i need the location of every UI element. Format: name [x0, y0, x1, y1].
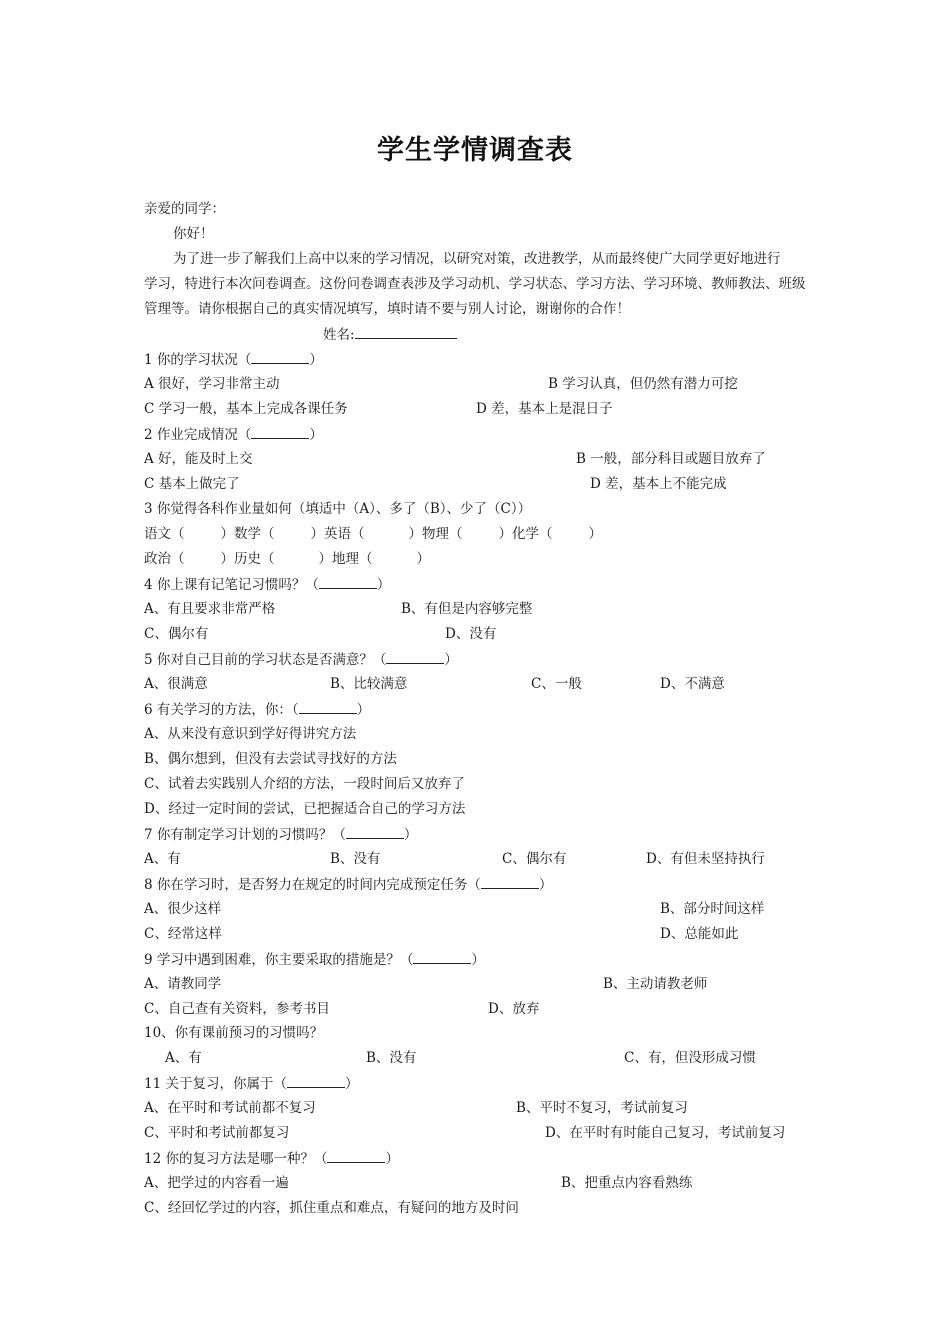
answer-blank-4[interactable]: [319, 574, 377, 589]
question-7: [144, 824, 417, 845]
question-4-text: 4 你上课有记笔记习惯吗？（: [144, 577, 319, 593]
q6-option-a: A、从来没有意识到学好得讲究方法: [144, 726, 357, 742]
q12-option-a: A、把学过的内容看一遍: [144, 1175, 289, 1191]
q6-option-d: D、经过一定时间的尝试，已把握适合自己的学习方法: [144, 801, 466, 817]
q8-option-d: D、总能如此: [660, 926, 739, 942]
q2-option-b: B 一般，部分科目或题目放弃了: [576, 451, 766, 467]
question-11: [144, 1073, 358, 1094]
question-1: [144, 349, 323, 370]
q9-option-d: D、放弃: [488, 1001, 540, 1017]
q11-option-b: B、平时不复习，考试前复习: [516, 1100, 688, 1116]
question-7-close: ）: [403, 827, 418, 843]
q4-option-a: A、有且要求非常严格: [144, 601, 276, 617]
q3-subject-politics: 政治（: [144, 551, 185, 567]
q4-option-d: D、没有: [445, 626, 497, 642]
question-8: [144, 874, 552, 895]
q5-option-a: A、很满意: [144, 676, 208, 692]
name-field: [323, 324, 457, 345]
q10-option-b: B、没有: [366, 1050, 417, 1066]
intro-line-1: 为了进一步了解我们上高中以来的学习情况，以研究对策，改进教学，从而最终使广大同学更好地进行: [173, 251, 781, 267]
q4-option-b: B、有但是内容够完整: [401, 601, 533, 617]
q3-subject-physics: ）物理（: [408, 526, 463, 542]
question-4-close: ）: [376, 577, 391, 593]
q3-subject-history: ）历史（: [220, 551, 275, 567]
question-12: [144, 1148, 399, 1169]
q5-option-d: D、不满意: [660, 676, 725, 692]
q3-row1-end: ）: [588, 526, 602, 542]
q11-option-c: C、平时和考试前都复习: [144, 1125, 290, 1141]
q7-option-a: A、有: [144, 851, 181, 867]
page-title: 学生学情调查表: [377, 135, 573, 166]
q7-option-b: B、没有: [330, 851, 381, 867]
q6-option-c: C、试着去实践别人介绍的方法，一段时间后又放弃了: [144, 776, 465, 792]
answer-blank-11[interactable]: [287, 1073, 345, 1088]
answer-blank-9[interactable]: [413, 949, 471, 964]
q1-option-c: C 学习一般，基本上完成各课任务: [144, 401, 348, 417]
q7-option-c: C、偶尔有: [502, 851, 567, 867]
question-5: [144, 649, 458, 670]
q3-subject-geography: ）地理（: [318, 551, 373, 567]
answer-blank-5[interactable]: [386, 649, 444, 664]
q2-option-d: D 差，基本上不能完成: [590, 476, 727, 492]
q8-option-c: C、经常这样: [144, 926, 222, 942]
question-5-close: ）: [444, 652, 458, 668]
question-9-text: 9 学习中遇到困难，你主要采取的措施是？（: [144, 952, 414, 968]
question-11-text: 11 关于复习，你属于（: [144, 1076, 287, 1092]
answer-blank-7[interactable]: [346, 824, 404, 839]
intro-line-2: 学习，特进行本次问卷调查。这份问卷调查表涉及学习动机、学习状态、学习方法、学习环境、教师教法、班级: [144, 276, 806, 292]
question-6-close: ）: [356, 702, 371, 718]
q1-option-d: D 差，基本上是混日子: [476, 401, 613, 417]
q2-option-c: C 基本上做完了: [144, 476, 240, 492]
q8-option-a: A、很少这样: [144, 901, 222, 917]
q6-option-b: B、偶尔想到，但没有去尝试寻找好的方法: [144, 751, 397, 767]
q3-subject-chemistry: ）化学（: [498, 526, 553, 542]
q11-option-a: A、在平时和考试前都不复习: [144, 1100, 316, 1116]
question-6: [144, 699, 370, 720]
q3-subject-math: ）数学（: [220, 526, 275, 542]
q4-option-c: C、偶尔有: [144, 626, 209, 642]
greeting: 亲爱的同学：: [144, 201, 225, 217]
question-4: [144, 574, 390, 595]
name-blank[interactable]: [355, 324, 457, 339]
intro-line-3: 管理等。请你根据自己的真实情况填写，填时请不要与别人讨论，谢谢你的合作！: [144, 301, 630, 317]
question-5-text: 5 你对自己目前的学习状态是否满意？（: [144, 652, 387, 668]
q9-option-b: B、主动请教老师: [603, 976, 708, 992]
question-8-text: 8 你在学习时，是否努力在规定的时间内完成预定任务（: [144, 877, 481, 893]
question-2-text: 2 作业完成情况（: [144, 427, 252, 443]
question-11-close: ）: [344, 1076, 359, 1092]
q1-option-b: B 学习认真，但仍然有潜力可挖: [548, 376, 738, 392]
q7-option-d: D、有但未坚持执行: [646, 851, 765, 867]
hello: 你好！: [173, 226, 214, 242]
name-label: 姓名:: [323, 327, 355, 343]
q10-option-a: A、有: [165, 1050, 202, 1066]
q2-option-a: A 好，能及时上交: [144, 451, 253, 467]
question-9: [144, 949, 485, 970]
q12-option-b: B、把重点内容看熟练: [561, 1175, 693, 1191]
q1-option-a: A 很好，学习非常主动: [144, 376, 280, 392]
answer-blank-6[interactable]: [299, 699, 357, 714]
q12-option-c: C、经回忆学过的内容，抓住重点和难点，有疑问的地方及时问: [144, 1200, 519, 1216]
question-2-close: ）: [309, 427, 323, 443]
q3-row2-end: ）: [416, 551, 430, 567]
answer-blank-2[interactable]: [251, 424, 309, 439]
q9-option-a: A、请教同学: [144, 976, 222, 992]
q8-option-b: B、部分时间这样: [660, 901, 765, 917]
q10-option-c: C、有，但没形成习惯: [624, 1050, 756, 1066]
question-6-text: 6 有关学习的方法，你：（: [144, 702, 299, 718]
question-12-text: 12 你的复习方法是哪一种？（: [144, 1151, 328, 1167]
question-7-text: 7 你有制定学习计划的习惯吗？（: [144, 827, 346, 843]
q3-subject-row-2: [144, 549, 430, 569]
question-10: 10、你有课前预习的习惯吗？: [144, 1025, 324, 1041]
answer-blank-1[interactable]: [251, 349, 309, 364]
q3-subject-row-1: [144, 524, 602, 544]
question-1-close: ）: [309, 352, 323, 368]
question-3: 3 你觉得各科作业量如何（填适中（A）、多了（B）、少了（C））: [144, 501, 532, 517]
question-12-close: ）: [385, 1151, 399, 1167]
question-2: [144, 424, 323, 445]
answer-blank-8[interactable]: [481, 874, 539, 889]
q5-option-b: B、比较满意: [330, 676, 408, 692]
q5-option-c: C、一般: [531, 676, 582, 692]
q9-option-c: C、自己查有关资料，参考书目: [144, 1001, 330, 1017]
q3-subject-english: ）英语（: [310, 526, 365, 542]
question-1-text: 1 你的学习状况（: [144, 352, 252, 368]
q11-option-d: D、在平时有时能自己复习，考试前复习: [545, 1125, 786, 1141]
question-9-close: ）: [471, 952, 485, 968]
question-8-close: ）: [538, 877, 553, 893]
q3-subject-chinese: 语文（: [144, 526, 185, 542]
answer-blank-12[interactable]: [327, 1148, 385, 1163]
